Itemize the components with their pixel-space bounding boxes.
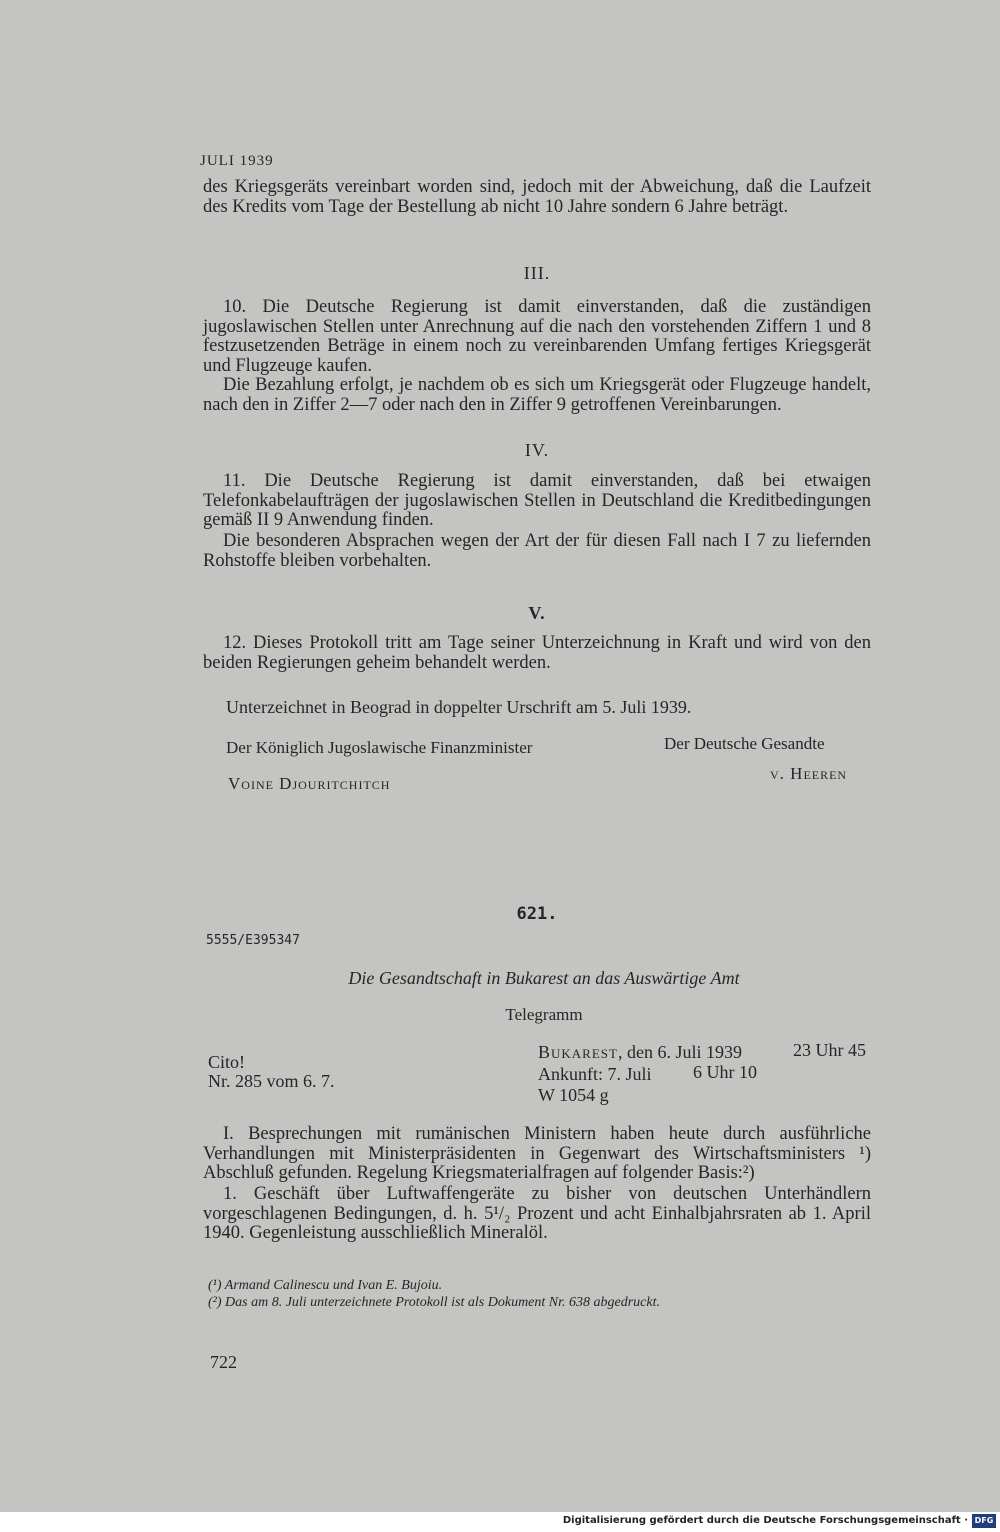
paragraph-12: 12. Dieses Protokoll tritt am Tage seiner Unterzeichnung in Kraft und wird von den beiden Regierungen geheim behandelt werden. xyxy=(203,633,871,673)
document-type: Telegramm xyxy=(505,1005,583,1024)
telegram-paragraph-1: I. Besprechungen mit rumänischen Ministern haben heute durch ausführliche Verhandlungen mit Ministerpräsidenten in Gegenwart des Wirtschaftsministers ¹) Abschluß gefunden. Regelung Kriegsmaterialfragen auf folgender Basis:²) xyxy=(203,1124,871,1183)
dfg-logo: DFG xyxy=(972,1514,996,1528)
section-heading-iii: III. xyxy=(523,263,551,283)
signatory-left-name: Voine Djouritchitch xyxy=(228,774,391,793)
origin-date: , den 6. Juli 1939 xyxy=(617,1042,742,1062)
origin-place: Bukarest xyxy=(538,1042,618,1062)
paragraph-10: 10. Die Deutsche Regierung ist damit einverstanden, daß die zuständigen jugoslawischen Stellen unter Anrechnung auf die nach den vorstehenden Ziffern 1 und 8 festzusetzenden Beträge in einem noch zu vereinbarenden Umfang fertiges Kriegsgerät und Flugzeuge kaufen. xyxy=(203,297,871,376)
paragraph-continuation: des Kriegsgeräts vereinbart worden sind, jedoch mit der Abweichung, daß die Laufzeit des Kredits vom Tage der Bestellung ab nicht 10 Jahre sondern 6 Jahre beträgt. xyxy=(203,177,871,217)
footer-credit: Digitalisierung gefördert durch die Deutsche Forschungsgemeinschaft · xyxy=(562,1515,968,1526)
signed-line: Unterzeichnet in Beograd in doppelter Urschrift am 5. Juli 1939. xyxy=(226,697,692,717)
section-heading-v: V. xyxy=(528,603,546,623)
section-heading-iv: IV. xyxy=(524,440,550,460)
signatory-left-title: Der Königlich Jugoslawische Finanzminister xyxy=(226,738,533,757)
paragraph-11b: Die besonderen Absprachen wegen der Art der für diesen Fall nach I 7 zu liefernden Rohstoffe bleiben vorbehalten. xyxy=(203,531,871,571)
document-reference: 5555/E395347 xyxy=(206,933,300,948)
arrival-time: 6 Uhr 10 xyxy=(693,1062,757,1082)
footnote-1: (¹) Armand Calinescu und Ivan E. Bujoiu. xyxy=(208,1278,443,1293)
signatory-right-title: Der Deutsche Gesandte xyxy=(664,734,825,753)
document-title: Die Gesandtschaft in Bukarest an das Auswärtige Amt xyxy=(348,968,740,988)
paragraph-11: 11. Die Deutsche Regierung ist damit einverstanden, daß bei etwaigen Telefonkabelaufträgen der jugoslawischen Stellen in Deutschland die Kreditbedingungen gemäß II 9 Anwendung finden. xyxy=(203,471,871,530)
priority-label: Cito! xyxy=(208,1052,246,1072)
origin-line xyxy=(538,1043,742,1062)
page-number: 722 xyxy=(210,1352,237,1372)
origin-time: 23 Uhr 45 xyxy=(793,1040,866,1060)
telegram-paragraph-2: 1. Geschäft über Luftwaffengeräte zu bisher von deutschen Unterhändlern vorgeschlagenen Bedingungen, d. h. 5¹/₂ Prozent und acht Einhalbjahrsraten ab 1. April 1940. Gegenleistung ausschließlich Mineralöl. xyxy=(203,1184,871,1243)
arrival-line: Ankunft: 7. Juli xyxy=(538,1064,652,1084)
telegram-number: Nr. 285 vom 6. 7. xyxy=(208,1071,335,1091)
file-reference: W 1054 g xyxy=(538,1085,609,1105)
footnote-2: (²) Das am 8. Juli unterzeichnete Protokoll ist als Dokument Nr. 638 abgedruckt. xyxy=(208,1295,660,1310)
paragraph-10b: Die Bezahlung erfolgt, je nachdem ob es sich um Kriegsgerät oder Flugzeuge handelt, nach den in Ziffer 2—7 oder nach den in Ziffer 9 getroffenen Vereinbarungen. xyxy=(203,375,871,415)
document-number: 621. xyxy=(516,904,558,924)
running-head: JULI 1939 xyxy=(200,153,274,169)
signatory-right-name: v. Heeren xyxy=(770,764,848,783)
